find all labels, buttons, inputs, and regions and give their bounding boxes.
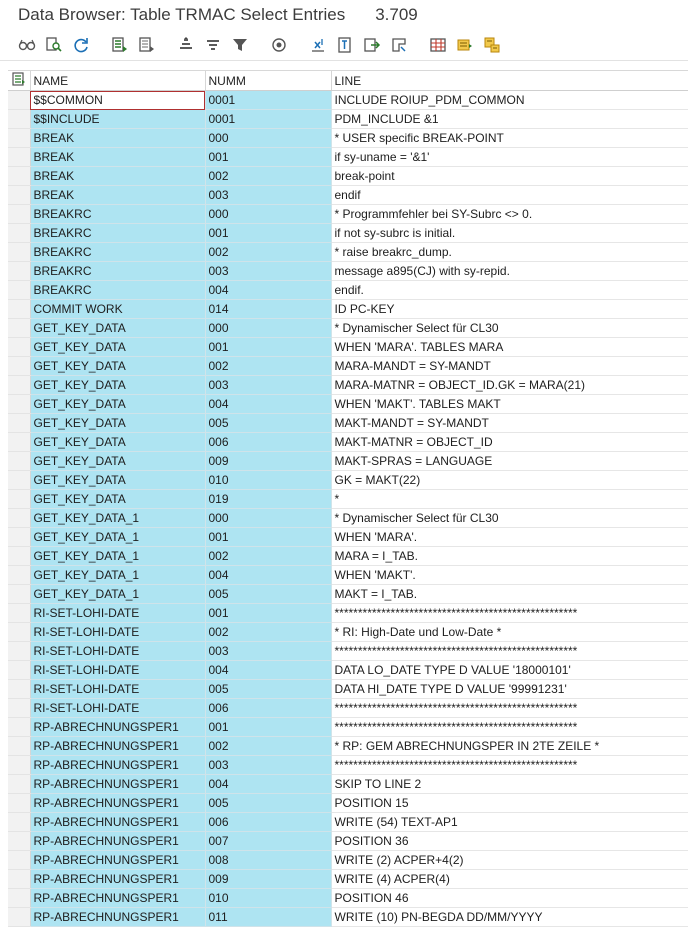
cell-numm[interactable]: 011 <box>205 908 331 927</box>
cell-line[interactable]: **************************************************** <box>331 718 688 737</box>
table-row[interactable] <box>8 148 688 167</box>
table-row[interactable] <box>8 813 688 832</box>
cell-numm[interactable]: 001 <box>205 718 331 737</box>
row-selector[interactable] <box>8 205 30 224</box>
cell-name[interactable]: RP-ABRECHNUNGSPER1 <box>30 813 205 832</box>
cell-numm[interactable]: 005 <box>205 680 331 699</box>
cell-line[interactable]: * raise breakrc_dump. <box>331 243 688 262</box>
cell-numm[interactable]: 001 <box>205 528 331 547</box>
row-selector[interactable] <box>8 414 30 433</box>
select-all-rows-button[interactable] <box>8 71 30 91</box>
cell-numm[interactable]: 002 <box>205 547 331 566</box>
cell-line[interactable]: DATA LO_DATE TYPE D VALUE '18000101' <box>331 661 688 680</box>
cell-name[interactable]: COMMIT WORK <box>30 300 205 319</box>
row-selector[interactable] <box>8 851 30 870</box>
table-row[interactable] <box>8 680 688 699</box>
table-row[interactable] <box>8 718 688 737</box>
row-selector[interactable] <box>8 794 30 813</box>
row-selector[interactable] <box>8 395 30 414</box>
sort-descending-icon[interactable] <box>202 34 224 56</box>
row-selector[interactable] <box>8 319 30 338</box>
column-header-name[interactable]: NAME <box>30 71 205 91</box>
row-selector[interactable] <box>8 91 30 110</box>
row-selector[interactable] <box>8 300 30 319</box>
cell-name[interactable]: RI-SET-LOHI-DATE <box>30 642 205 661</box>
save-layout-icon[interactable] <box>481 34 503 56</box>
cell-name[interactable]: GET_KEY_DATA <box>30 471 205 490</box>
data-grid <box>8 70 688 926</box>
cell-name[interactable]: RP-ABRECHNUNGSPER1 <box>30 737 205 756</box>
cell-numm[interactable]: 002 <box>205 243 331 262</box>
cell-line[interactable]: endif. <box>331 281 688 300</box>
cell-line[interactable]: endif <box>331 186 688 205</box>
table-row[interactable] <box>8 281 688 300</box>
cell-numm[interactable]: 006 <box>205 699 331 718</box>
cell-numm[interactable]: 0001 <box>205 91 331 110</box>
cell-name[interactable]: BREAK <box>30 129 205 148</box>
row-selector[interactable] <box>8 566 30 585</box>
glasses-icon[interactable] <box>16 34 38 56</box>
cell-name[interactable]: GET_KEY_DATA_1 <box>30 547 205 566</box>
cell-name[interactable]: GET_KEY_DATA <box>30 319 205 338</box>
row-selector[interactable] <box>8 528 30 547</box>
row-selector[interactable] <box>8 490 30 509</box>
cell-numm[interactable]: 004 <box>205 566 331 585</box>
row-selector[interactable] <box>8 452 30 471</box>
cell-line[interactable]: WRITE (4) ACPER(4) <box>331 870 688 889</box>
table-row[interactable] <box>8 110 688 129</box>
column-header-numm[interactable]: NUMM <box>205 71 331 91</box>
cell-numm[interactable]: 003 <box>205 756 331 775</box>
refresh-icon[interactable] <box>70 34 92 56</box>
cell-name[interactable]: RI-SET-LOHI-DATE <box>30 604 205 623</box>
table-row[interactable] <box>8 91 688 110</box>
cell-line[interactable]: * <box>331 490 688 509</box>
cell-numm[interactable]: 006 <box>205 813 331 832</box>
table-row[interactable] <box>8 186 688 205</box>
row-selector[interactable] <box>8 870 30 889</box>
row-selector[interactable] <box>8 509 30 528</box>
print-icon[interactable] <box>268 34 290 56</box>
cell-line[interactable]: WRITE (54) TEXT-AP1 <box>331 813 688 832</box>
cell-numm[interactable]: 001 <box>205 338 331 357</box>
cell-name[interactable]: RP-ABRECHNUNGSPER1 <box>30 908 205 927</box>
cell-line[interactable]: * Dynamischer Select für CL30 <box>331 319 688 338</box>
cell-numm[interactable]: 005 <box>205 414 331 433</box>
cell-numm[interactable]: 005 <box>205 794 331 813</box>
cell-name[interactable]: RI-SET-LOHI-DATE <box>30 623 205 642</box>
cell-numm[interactable]: 009 <box>205 452 331 471</box>
cell-line[interactable]: **************************************************** <box>331 642 688 661</box>
filter-icon[interactable] <box>229 34 251 56</box>
cell-line[interactable]: MARA = I_TAB. <box>331 547 688 566</box>
cell-name[interactable]: BREAKRC <box>30 224 205 243</box>
cell-name[interactable]: GET_KEY_DATA <box>30 433 205 452</box>
cell-name[interactable]: BREAKRC <box>30 205 205 224</box>
cell-line[interactable]: GK = MAKT(22) <box>331 471 688 490</box>
row-selector[interactable] <box>8 224 30 243</box>
table-row[interactable] <box>8 623 688 642</box>
cell-line[interactable]: * Programmfehler bei SY-Subrc <> 0. <box>331 205 688 224</box>
cell-name[interactable]: RP-ABRECHNUNGSPER1 <box>30 870 205 889</box>
cell-name[interactable]: GET_KEY_DATA_1 <box>30 566 205 585</box>
cell-name[interactable]: GET_KEY_DATA <box>30 357 205 376</box>
row-selector[interactable] <box>8 338 30 357</box>
row-selector[interactable] <box>8 775 30 794</box>
cell-name[interactable]: BREAKRC <box>30 243 205 262</box>
sort-ascending-icon[interactable] <box>175 34 197 56</box>
cell-line[interactable]: WHEN 'MARA'. <box>331 528 688 547</box>
table-row[interactable] <box>8 433 688 452</box>
table-row[interactable] <box>8 756 688 775</box>
row-selector[interactable] <box>8 889 30 908</box>
table-row[interactable] <box>8 794 688 813</box>
table-row[interactable] <box>8 338 688 357</box>
cell-numm[interactable]: 000 <box>205 319 331 338</box>
select-all-icon[interactable] <box>109 34 131 56</box>
cell-name[interactable]: RP-ABRECHNUNGSPER1 <box>30 718 205 737</box>
row-selector[interactable] <box>8 433 30 452</box>
row-selector[interactable] <box>8 547 30 566</box>
cell-line[interactable]: **************************************************** <box>331 756 688 775</box>
local-file-icon[interactable] <box>334 34 356 56</box>
cell-name[interactable]: RP-ABRECHNUNGSPER1 <box>30 851 205 870</box>
table-row[interactable] <box>8 832 688 851</box>
cell-line[interactable]: INCLUDE ROIUP_PDM_COMMON <box>331 91 688 110</box>
cell-line[interactable]: * Dynamischer Select für CL30 <box>331 509 688 528</box>
window-title: Data Browser: Table TRMAC Select Entries <box>18 5 346 24</box>
table-row[interactable] <box>8 737 688 756</box>
cell-numm[interactable]: 003 <box>205 376 331 395</box>
cell-name[interactable]: GET_KEY_DATA_1 <box>30 585 205 604</box>
cell-numm[interactable]: 002 <box>205 167 331 186</box>
cell-numm[interactable]: 004 <box>205 395 331 414</box>
table-row[interactable] <box>8 414 688 433</box>
cell-numm[interactable]: 002 <box>205 737 331 756</box>
table-row[interactable] <box>8 357 688 376</box>
graphic-icon[interactable] <box>388 34 410 56</box>
cell-line[interactable]: * USER specific BREAK-POINT <box>331 129 688 148</box>
cell-numm[interactable]: 000 <box>205 205 331 224</box>
row-selector[interactable] <box>8 718 30 737</box>
table-row[interactable] <box>8 585 688 604</box>
cell-line[interactable]: DATA HI_DATE TYPE D VALUE '99991231' <box>331 680 688 699</box>
table-row[interactable] <box>8 699 688 718</box>
cell-name[interactable]: GET_KEY_DATA <box>30 338 205 357</box>
cell-name[interactable]: GET_KEY_DATA <box>30 490 205 509</box>
toolbar <box>0 30 688 61</box>
row-selector[interactable] <box>8 604 30 623</box>
cell-numm[interactable]: 004 <box>205 775 331 794</box>
column-header-line[interactable]: LINE <box>331 71 688 91</box>
cell-name[interactable]: GET_KEY_DATA <box>30 376 205 395</box>
cell-numm[interactable]: 003 <box>205 642 331 661</box>
row-selector[interactable] <box>8 661 30 680</box>
cell-line[interactable]: break-point <box>331 167 688 186</box>
row-selector[interactable] <box>8 167 30 186</box>
cell-numm[interactable]: 008 <box>205 851 331 870</box>
cell-name[interactable]: RP-ABRECHNUNGSPER1 <box>30 794 205 813</box>
cell-name[interactable]: GET_KEY_DATA <box>30 452 205 471</box>
row-selector[interactable] <box>8 110 30 129</box>
cell-line[interactable]: ID PC-KEY <box>331 300 688 319</box>
row-selector[interactable] <box>8 471 30 490</box>
row-selector[interactable] <box>8 186 30 205</box>
cell-numm[interactable]: 010 <box>205 889 331 908</box>
cell-line[interactable]: POSITION 36 <box>331 832 688 851</box>
table-row[interactable] <box>8 775 688 794</box>
cell-name[interactable]: BREAKRC <box>30 281 205 300</box>
table-row[interactable] <box>8 661 688 680</box>
choose-layout-icon[interactable] <box>454 34 476 56</box>
cell-numm[interactable]: 001 <box>205 604 331 623</box>
cell-numm[interactable]: 009 <box>205 870 331 889</box>
cell-name[interactable]: GET_KEY_DATA <box>30 395 205 414</box>
cell-name[interactable]: BREAKRC <box>30 262 205 281</box>
cell-numm[interactable]: 000 <box>205 509 331 528</box>
cell-numm[interactable]: 002 <box>205 357 331 376</box>
cell-name[interactable]: RP-ABRECHNUNGSPER1 <box>30 756 205 775</box>
table-row[interactable] <box>8 319 688 338</box>
cell-numm[interactable]: 006 <box>205 433 331 452</box>
row-selector[interactable] <box>8 813 30 832</box>
cell-line[interactable]: WHEN 'MAKT'. TABLES MAKT <box>331 395 688 414</box>
row-selector[interactable] <box>8 832 30 851</box>
table-row[interactable] <box>8 224 688 243</box>
cell-line[interactable]: MAKT = I_TAB. <box>331 585 688 604</box>
cell-line[interactable]: MAKT-MANDT = SY-MANDT <box>331 414 688 433</box>
row-selector[interactable] <box>8 129 30 148</box>
cell-line[interactable]: MARA-MANDT = SY-MANDT <box>331 357 688 376</box>
row-selector[interactable] <box>8 699 30 718</box>
cell-line[interactable]: PDM_INCLUDE &1 <box>331 110 688 129</box>
cell-name[interactable]: GET_KEY_DATA_1 <box>30 528 205 547</box>
cell-line[interactable]: WHEN 'MARA'. TABLES MARA <box>331 338 688 357</box>
cell-name[interactable]: $$INCLUDE <box>30 110 205 129</box>
select-all-rows-icon <box>12 75 26 89</box>
cell-numm[interactable]: 002 <box>205 623 331 642</box>
cell-name[interactable]: RI-SET-LOHI-DATE <box>30 680 205 699</box>
cell-numm[interactable]: 001 <box>205 148 331 167</box>
cell-line[interactable]: * RI: High-Date und Low-Date * <box>331 623 688 642</box>
cell-line[interactable]: **************************************************** <box>331 699 688 718</box>
cell-line[interactable]: WHEN 'MAKT'. <box>331 566 688 585</box>
cell-numm[interactable]: 019 <box>205 490 331 509</box>
row-selector[interactable] <box>8 262 30 281</box>
table-row[interactable] <box>8 604 688 623</box>
cell-line[interactable]: MAKT-SPRAS = LANGUAGE <box>331 452 688 471</box>
table-row[interactable] <box>8 528 688 547</box>
cell-line[interactable]: WRITE (2) ACPER+4(2) <box>331 851 688 870</box>
cell-line[interactable]: MARA-MATNR = OBJECT_ID.GK = MARA(21) <box>331 376 688 395</box>
cell-name[interactable]: BREAK <box>30 148 205 167</box>
table-row[interactable] <box>8 851 688 870</box>
deselect-all-icon[interactable] <box>136 34 158 56</box>
cell-name[interactable]: GET_KEY_DATA_1 <box>30 509 205 528</box>
entry-count: 3.709 <box>375 5 418 24</box>
table-row[interactable] <box>8 243 688 262</box>
cell-name[interactable]: GET_KEY_DATA <box>30 414 205 433</box>
cell-numm[interactable]: 0001 <box>205 110 331 129</box>
row-selector[interactable] <box>8 585 30 604</box>
send-icon[interactable] <box>361 34 383 56</box>
cell-line[interactable]: MAKT-MATNR = OBJECT_ID <box>331 433 688 452</box>
table-row[interactable] <box>8 490 688 509</box>
table-row[interactable] <box>8 167 688 186</box>
cell-name[interactable]: RI-SET-LOHI-DATE <box>30 661 205 680</box>
table-row[interactable] <box>8 547 688 566</box>
row-selector[interactable] <box>8 357 30 376</box>
table-row[interactable] <box>8 262 688 281</box>
cell-numm[interactable]: 004 <box>205 281 331 300</box>
layout-grid-icon[interactable] <box>427 34 449 56</box>
table-row[interactable] <box>8 471 688 490</box>
table-row[interactable] <box>8 566 688 585</box>
cell-line[interactable]: **************************************************** <box>331 604 688 623</box>
row-selector[interactable] <box>8 908 30 927</box>
cell-line[interactable]: if not sy-subrc is initial. <box>331 224 688 243</box>
cell-name[interactable]: BREAK <box>30 167 205 186</box>
table-row[interactable] <box>8 300 688 319</box>
cell-line[interactable]: SKIP TO LINE 2 <box>331 775 688 794</box>
row-selector[interactable] <box>8 376 30 395</box>
cell-name[interactable]: BREAK <box>30 186 205 205</box>
row-selector[interactable] <box>8 623 30 642</box>
table-row[interactable] <box>8 376 688 395</box>
table-row[interactable] <box>8 452 688 471</box>
cell-line[interactable]: * RP: GEM ABRECHNUNGSPER IN 2TE ZEILE * <box>331 737 688 756</box>
table-row[interactable] <box>8 889 688 908</box>
title-bar <box>0 0 688 30</box>
cell-numm[interactable]: 003 <box>205 186 331 205</box>
cell-numm[interactable]: 005 <box>205 585 331 604</box>
row-selector[interactable] <box>8 243 30 262</box>
row-selector[interactable] <box>8 756 30 775</box>
cell-line[interactable]: if sy-uname = '&1' <box>331 148 688 167</box>
table-row[interactable] <box>8 205 688 224</box>
cell-name[interactable]: RI-SET-LOHI-DATE <box>30 699 205 718</box>
table-row[interactable] <box>8 870 688 889</box>
table-row[interactable] <box>8 129 688 148</box>
cell-name[interactable]: $$COMMON <box>30 91 205 110</box>
cell-numm[interactable]: 010 <box>205 471 331 490</box>
cell-line[interactable]: message a895(CJ) with sy-repid. <box>331 262 688 281</box>
cell-name[interactable]: RP-ABRECHNUNGSPER1 <box>30 775 205 794</box>
row-selector[interactable] <box>8 737 30 756</box>
table-row[interactable] <box>8 908 688 927</box>
row-selector[interactable] <box>8 281 30 300</box>
cell-numm[interactable]: 004 <box>205 661 331 680</box>
table-row[interactable] <box>8 509 688 528</box>
cell-line[interactable]: WRITE (10) PN-BEGDA DD/MM/YYYY <box>331 908 688 927</box>
table-row[interactable] <box>8 395 688 414</box>
cell-name[interactable]: RP-ABRECHNUNGSPER1 <box>30 889 205 908</box>
cell-numm[interactable]: 007 <box>205 832 331 851</box>
cell-numm[interactable]: 014 <box>205 300 331 319</box>
export-excel-icon[interactable] <box>307 34 329 56</box>
cell-line[interactable]: POSITION 15 <box>331 794 688 813</box>
row-selector[interactable] <box>8 642 30 661</box>
cell-numm[interactable]: 003 <box>205 262 331 281</box>
cell-name[interactable]: RP-ABRECHNUNGSPER1 <box>30 832 205 851</box>
details-search-icon[interactable] <box>43 34 65 56</box>
table-row[interactable] <box>8 642 688 661</box>
row-selector[interactable] <box>8 148 30 167</box>
cell-numm[interactable]: 000 <box>205 129 331 148</box>
cell-numm[interactable]: 001 <box>205 224 331 243</box>
row-selector[interactable] <box>8 680 30 699</box>
cell-line[interactable]: POSITION 46 <box>331 889 688 908</box>
